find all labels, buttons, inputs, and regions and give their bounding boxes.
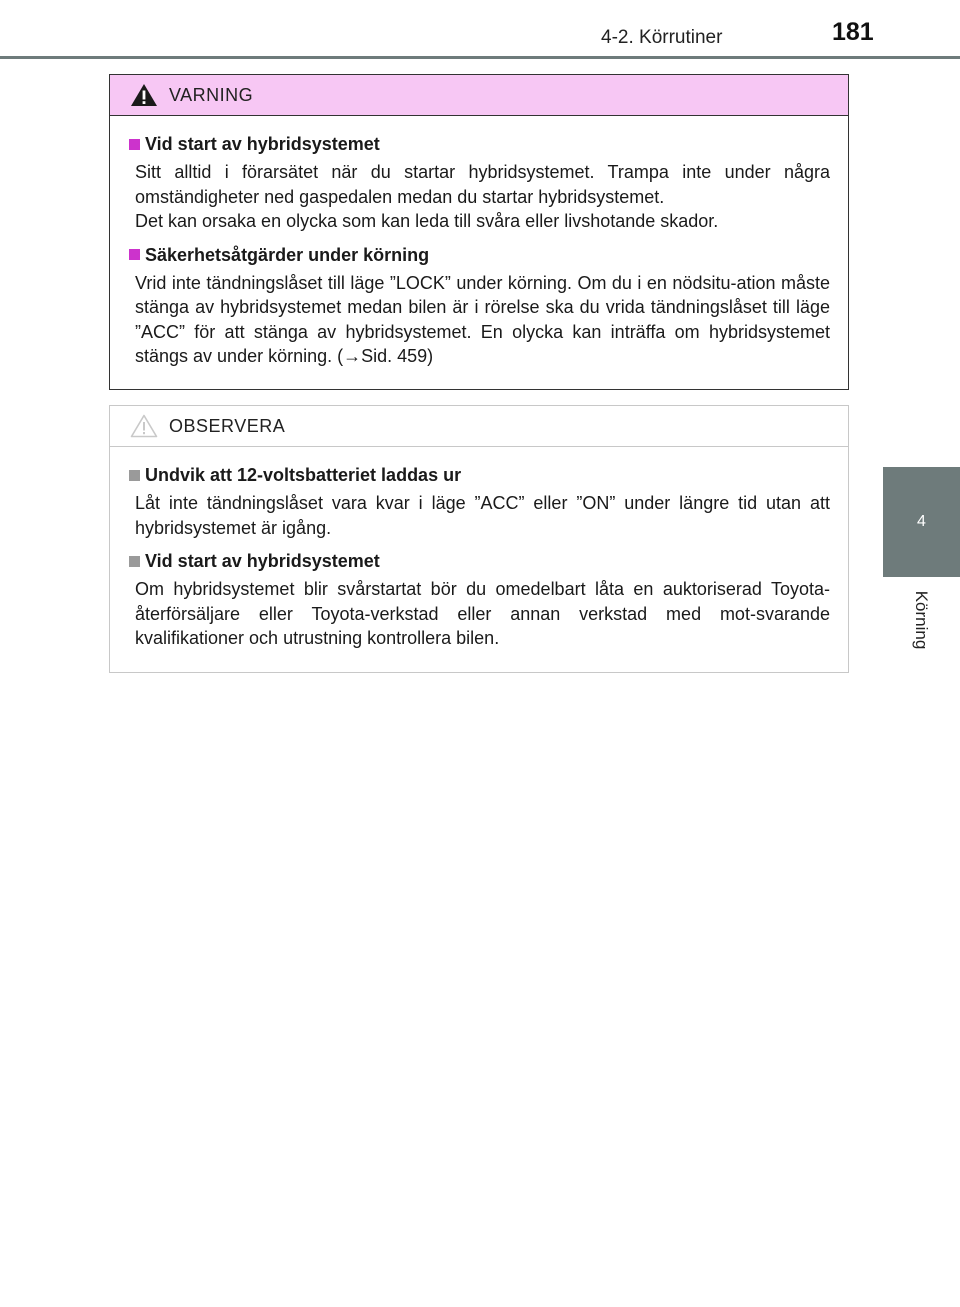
page-number: 181 xyxy=(832,18,874,46)
caution-item-heading xyxy=(129,549,830,573)
caution-item xyxy=(129,463,830,540)
square-bullet-icon xyxy=(129,470,140,481)
warning-item-heading-text: Säkerhetsåtgärder under körning xyxy=(145,244,430,265)
chapter-label xyxy=(907,580,935,660)
paragraph: Låt inte tändningslåset vara kvar i läge ”ACC” eller ”ON” under längre tid utan att hybridsystemet är igång. xyxy=(135,493,830,538)
warning-item-heading-text: Vid start av hybridsystemet xyxy=(145,134,380,154)
caution-item-heading xyxy=(129,463,830,487)
warning-triangle-icon xyxy=(130,83,158,107)
chapter-number: 4 xyxy=(917,513,926,530)
section-title: 4-2. Körrutiner xyxy=(601,27,723,48)
caution-triangle-icon xyxy=(130,414,158,438)
caution-header xyxy=(110,406,848,447)
caution-item-text xyxy=(135,491,830,540)
warning-item-text xyxy=(135,271,830,369)
chapter-label-text: Körning xyxy=(912,590,931,650)
warning-item-heading xyxy=(129,132,830,156)
warning-item xyxy=(129,243,830,369)
square-bullet-icon xyxy=(129,249,140,260)
caution-item xyxy=(129,549,830,651)
warning-item xyxy=(129,132,830,234)
caution-body xyxy=(110,447,848,651)
caution-item-heading-text: Vid start av hybridsystemet xyxy=(145,551,380,571)
warning-header xyxy=(110,75,848,116)
paragraph: Vrid inte tändningslåset till läge ”LOCK” under körning. Om du i en nödsitu-ation måste stänga av hybridsystemet medan bilen är i rörelse ska du vrida tändningslåset till läge ”ACC” för att stänga av hybridsystemet. En olycka kan inträffa om hybridsystemet stängs av under körning. (→Sid. 459) xyxy=(135,272,830,366)
caution-title: OBSERVERA xyxy=(169,416,286,436)
paragraph: Det kan orsaka en olycka som kan leda till svåra eller livshotande skador. xyxy=(135,211,719,231)
warning-item-heading xyxy=(129,243,830,267)
warning-body xyxy=(110,116,848,369)
warning-title: VARNING xyxy=(169,85,254,105)
header-rule xyxy=(0,56,960,59)
square-bullet-icon xyxy=(129,139,140,150)
warning-box xyxy=(109,74,849,390)
paragraph: Om hybridsystemet blir svårstartat bör du omedelbart låta en auktoriserad Toyota-återförsäljare eller Toyota-verkstad eller annan verkstad med mot-svarande kvalifikationer och utrustning kontrollera bilen. xyxy=(135,579,830,648)
caution-item-text xyxy=(135,577,830,651)
warning-item-text xyxy=(135,160,830,234)
square-bullet-icon xyxy=(129,556,140,567)
caution-box xyxy=(109,405,849,673)
chapter-tab[interactable] xyxy=(883,467,960,577)
paragraph: Sitt alltid i förarsätet när du startar hybridsystemet. Trampa inte under några omständigheter ned gaspedalen medan du startar hybridsystemet. xyxy=(135,162,830,207)
caution-item-heading-text: Undvik att 12-voltsbatteriet laddas ur xyxy=(145,465,462,485)
